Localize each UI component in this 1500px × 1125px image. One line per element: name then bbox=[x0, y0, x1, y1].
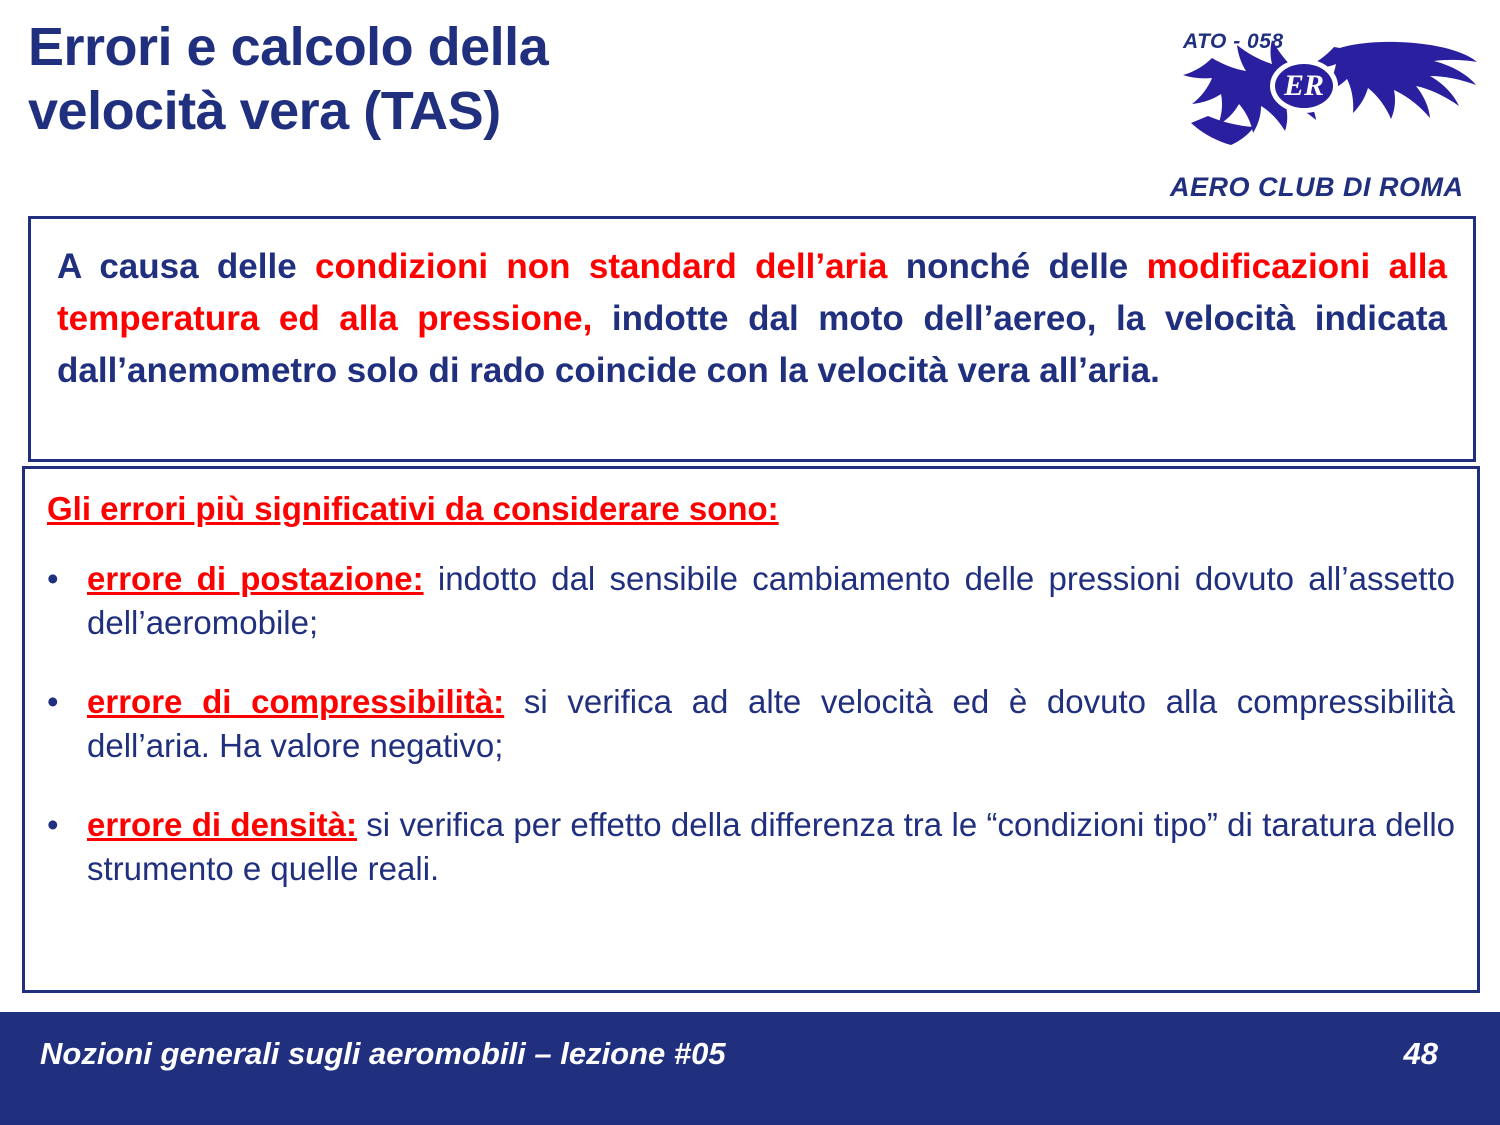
page-title-line1: Errori e calcolo della bbox=[28, 17, 549, 77]
list-item-body: si verifica per effetto della differenza tra le “condizioni tipo” di taratura dello strumento e quelle reali. bbox=[87, 805, 1456, 888]
list-item-lead: errore di densità: bbox=[87, 805, 357, 843]
list-item-lead: errore di compressibilità: bbox=[87, 682, 505, 720]
page-title bbox=[28, 16, 1108, 143]
eagle-icon bbox=[1148, 38, 1478, 168]
list-item bbox=[47, 803, 1455, 892]
page-title-line2: velocità vera (TAS) bbox=[28, 80, 501, 141]
svg-text:ER: ER bbox=[1283, 69, 1325, 102]
aero-club-logo bbox=[1148, 14, 1478, 219]
list-item-text bbox=[87, 557, 1455, 646]
intro-seg-1: condizioni non standard dell’aria bbox=[315, 247, 888, 286]
intro-seg-4: indotte dal moto dell’aereo, la velocità indicata dall’anemometro solo di rado coincide con la velocità vera all’aria. bbox=[57, 298, 1447, 390]
intro-paragraph bbox=[57, 241, 1447, 396]
errors-box bbox=[22, 466, 1480, 993]
errors-heading: Gli errori più significativi da considerare sono: bbox=[47, 490, 779, 527]
list-item-text bbox=[87, 803, 1455, 892]
list-item-lead: errore di postazione: bbox=[87, 559, 424, 597]
page-number: 48 bbox=[1403, 1036, 1438, 1071]
list-item-text bbox=[87, 680, 1455, 769]
intro-box bbox=[28, 216, 1476, 462]
intro-seg-3: modificazioni alla temperatura ed alla pressione, bbox=[57, 247, 1447, 338]
bullet-icon: • bbox=[47, 805, 59, 843]
club-name-label: AERO CLUB DI ROMA bbox=[1170, 172, 1464, 202]
list-item bbox=[47, 557, 1455, 646]
list-item bbox=[47, 680, 1455, 769]
intro-seg-0: A causa delle bbox=[57, 247, 316, 286]
list-item-body: si verifica ad alte velocità ed è dovuto alla compressibilità dell’aria. Ha valore negativo; bbox=[87, 682, 1456, 765]
bullet-icon: • bbox=[47, 559, 59, 597]
list-item-body: indotto dal sensibile cambiamento delle pressioni dovuto all’assetto dell’aeromobile; bbox=[87, 559, 1455, 642]
ato-code-label: ATO - 058 bbox=[1183, 30, 1284, 53]
intro-seg-2: nonché delle bbox=[887, 247, 1147, 286]
footer-title: Nozioni generali sugli aeromobili – lezione #05 bbox=[40, 1036, 726, 1071]
bullet-icon: • bbox=[47, 682, 59, 720]
